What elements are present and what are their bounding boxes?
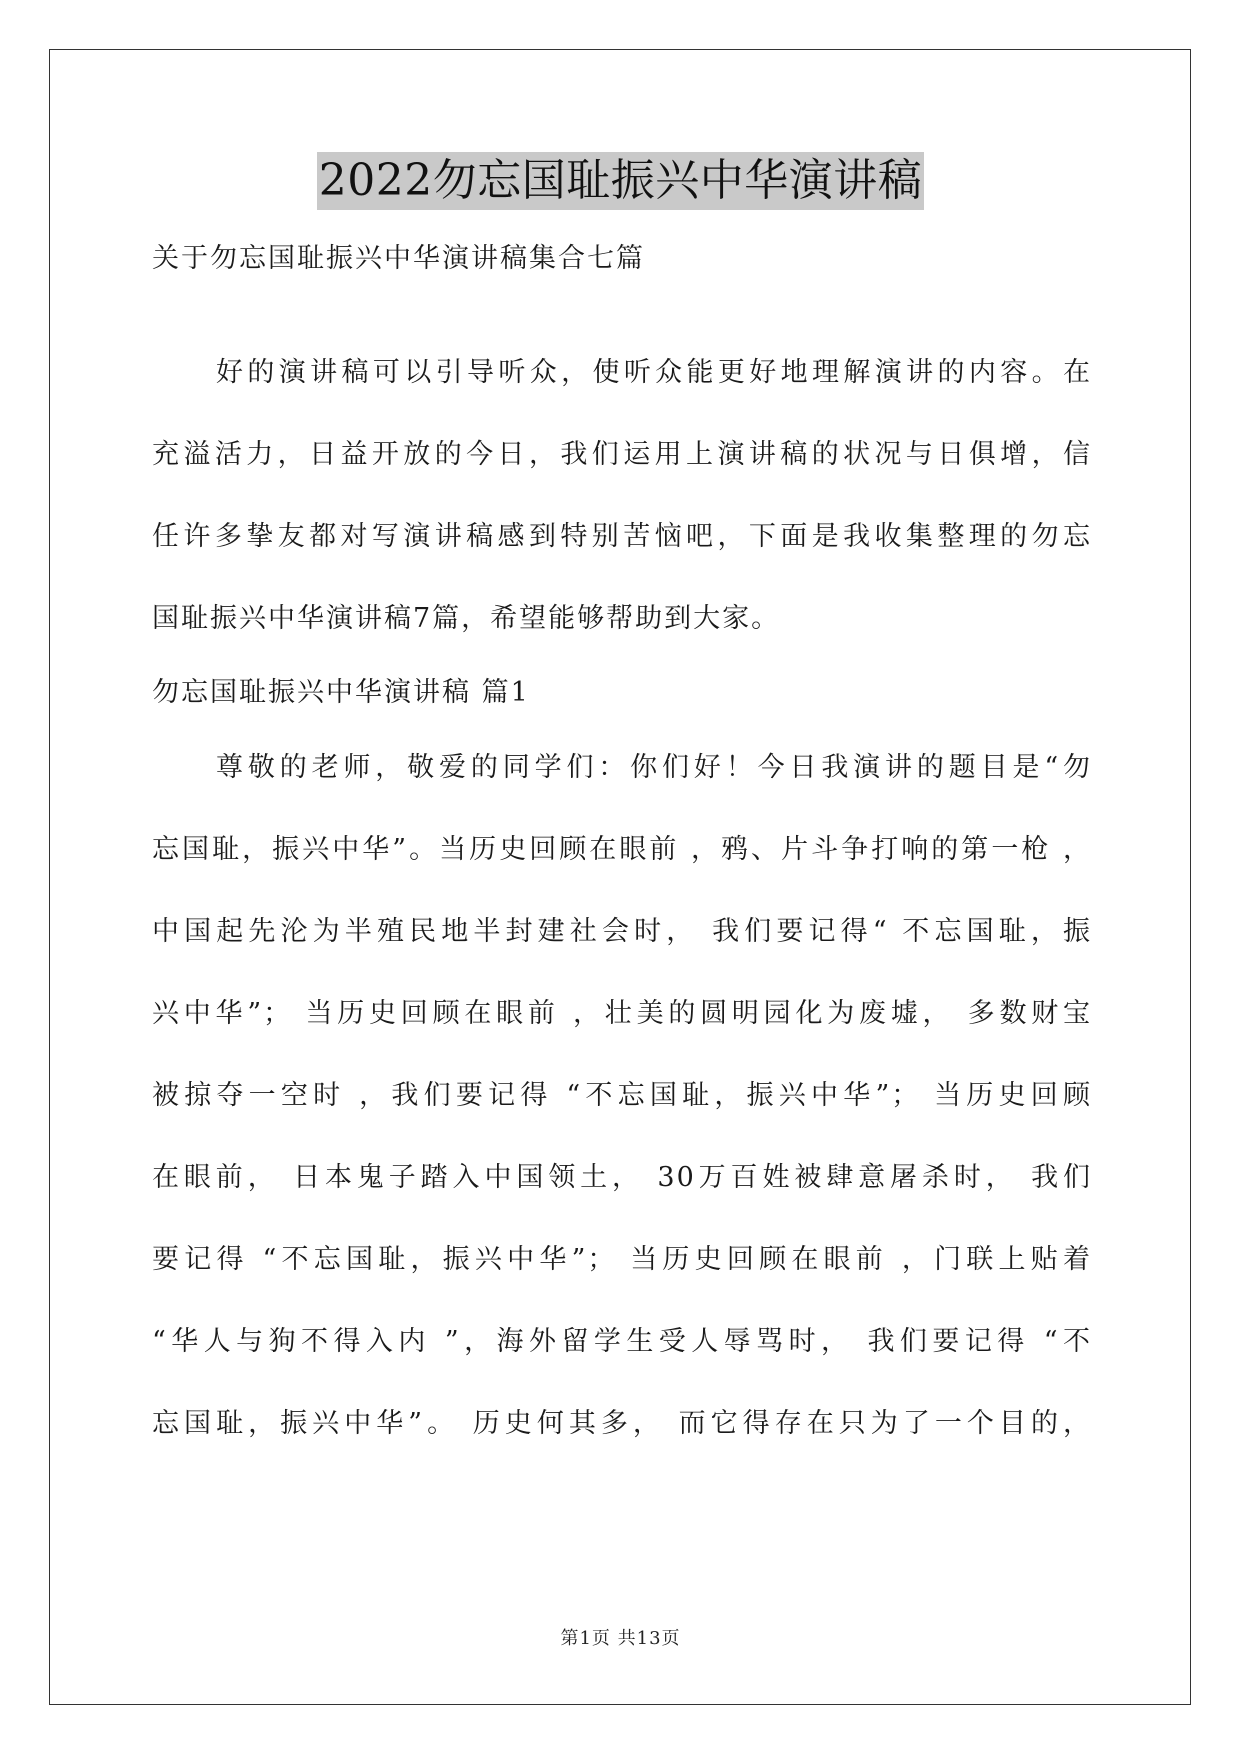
document-title: 2022勿忘国耻振兴中华演讲稿 xyxy=(317,152,924,210)
body-line: 忘国耻，振兴中华”。当历史回顾在眼前 ，鸦、片斗争打响的第一枪 ， xyxy=(152,834,1092,865)
body-line: 在眼前， 日本鬼子踏入中国领土， 30万百姓被肆意屠杀时， 我们 xyxy=(152,1162,1092,1193)
body-line: 兴中华”； 当历史回顾在眼前 ，壮美的圆明园化为废墟， 多数财宝 xyxy=(152,998,1092,1029)
intro-line: 国耻振兴中华演讲稿7篇，希望能够帮助到大家。 xyxy=(152,603,781,634)
body-line: 被掠夺一空时 ，我们要记得 “不忘国耻，振兴中华”； 当历史回顾 xyxy=(152,1080,1092,1111)
body-line: 忘国耻，振兴中华”。 历史何其多， 而它得存在只为了一个目的， xyxy=(152,1408,1092,1439)
intro-line: 任许多挚友都对写演讲稿感到特别苦恼吧，下面是我收集整理的勿忘 xyxy=(152,521,1092,552)
body-line: 要记得 “不忘国耻，振兴中华”； 当历史回顾在眼前 ，门联上贴着 xyxy=(152,1244,1092,1275)
document-subtitle: 关于勿忘国耻振兴中华演讲稿集合七篇 xyxy=(152,243,645,274)
body-line: 中国起先沦为半殖民地半封建社会时， 我们要记得“ 不忘国耻，振 xyxy=(152,916,1092,947)
page-footer: 第1页 共13页 xyxy=(560,1628,681,1649)
title-container xyxy=(0,152,1241,210)
section-heading: 勿忘国耻振兴中华演讲稿 篇1 xyxy=(152,677,530,708)
intro-paragraph xyxy=(152,332,1092,660)
section-1-paragraph xyxy=(152,727,1092,1465)
body-line: “华人与狗不得入内 ”，海外留学生受人辱骂时， 我们要记得 “不 xyxy=(152,1326,1092,1357)
body-line: 尊敬的老师，敬爱的同学们：你们好！今日我演讲的题目是“勿 xyxy=(216,752,1092,783)
intro-line: 好的演讲稿可以引导听众，使听众能更好地理解演讲的内容。在 xyxy=(216,357,1092,388)
intro-line: 充溢活力，日益开放的今日，我们运用上演讲稿的状况与日俱增，信 xyxy=(152,439,1092,470)
